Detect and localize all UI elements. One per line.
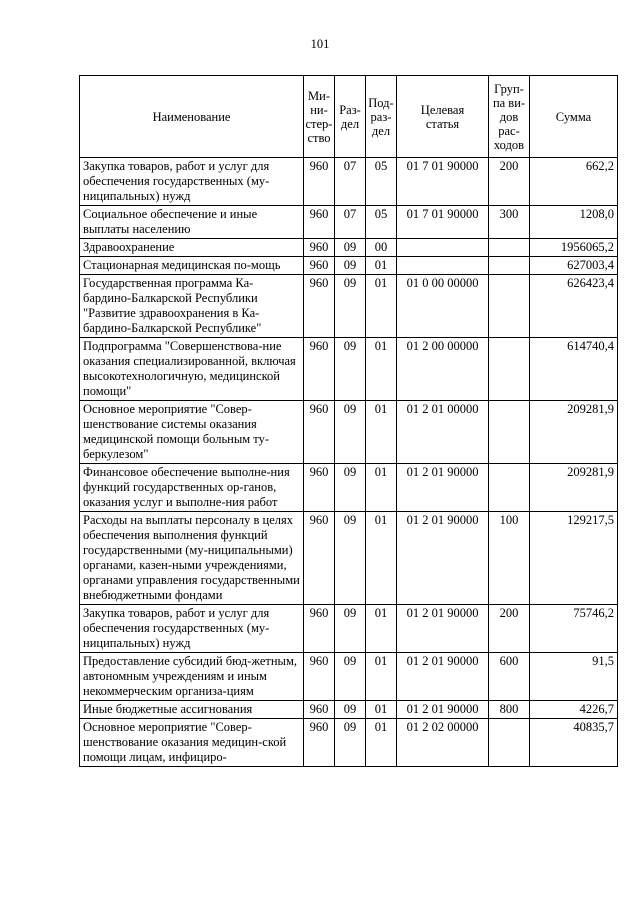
table-row	[80, 158, 618, 206]
cell-section: 09	[335, 275, 366, 338]
cell-section: 09	[335, 401, 366, 464]
cell-subsection: 01	[366, 257, 397, 275]
cell-amount: 209281,9	[530, 401, 618, 464]
cell-ministry: 960	[304, 512, 335, 605]
table-row	[80, 239, 618, 257]
cell-amount: 1208,0	[530, 206, 618, 239]
cell-amount: 627003,4	[530, 257, 618, 275]
cell-section: 07	[335, 206, 366, 239]
cell-ministry: 960	[304, 701, 335, 719]
cell-subsection: 01	[366, 338, 397, 401]
cell-subsection: 01	[366, 701, 397, 719]
cell-expense-group	[489, 338, 530, 401]
cell-name: Основное мероприятие "Совер-шенствование системы оказания медицинской помощи больным ту-беркулезом"	[80, 401, 304, 464]
cell-ministry: 960	[304, 239, 335, 257]
cell-amount: 614740,4	[530, 338, 618, 401]
cell-subsection: 01	[366, 653, 397, 701]
cell-expense-group	[489, 719, 530, 767]
table-row	[80, 257, 618, 275]
cell-subsection: 01	[366, 719, 397, 767]
header-name: Наименование	[80, 76, 304, 158]
table-row	[80, 338, 618, 401]
cell-section: 09	[335, 257, 366, 275]
cell-ministry: 960	[304, 653, 335, 701]
cell-amount: 209281,9	[530, 464, 618, 512]
table-row	[80, 701, 618, 719]
cell-name: Финансовое обеспечение выполне-ния функций государственных ор-ганов, оказания услуг и выполне-ния работ	[80, 464, 304, 512]
cell-name: Основное мероприятие "Совер-шенствование оказания медицин-ской помощи лицам, инфициро-	[80, 719, 304, 767]
table-row	[80, 464, 618, 512]
cell-target: 01 7 01 90000	[397, 206, 489, 239]
cell-expense-group	[489, 275, 530, 338]
cell-expense-group	[489, 257, 530, 275]
cell-name: Социальное обеспечение и иные выплаты населению	[80, 206, 304, 239]
budget-table	[79, 75, 618, 767]
cell-amount: 91,5	[530, 653, 618, 701]
cell-target	[397, 239, 489, 257]
cell-subsection: 01	[366, 401, 397, 464]
cell-ministry: 960	[304, 158, 335, 206]
cell-name: Стационарная медицинская по-мощь	[80, 257, 304, 275]
table-row	[80, 512, 618, 605]
page-number: 101	[310, 37, 330, 51]
cell-name: Подпрограмма "Совершенствова-ние оказания специализированной, включая высокотехнологичную, медицинской помощи"	[80, 338, 304, 401]
table-header-row	[80, 76, 618, 158]
cell-target: 01 2 00 00000	[397, 338, 489, 401]
cell-amount: 75746,2	[530, 605, 618, 653]
cell-subsection: 05	[366, 206, 397, 239]
cell-section: 09	[335, 512, 366, 605]
cell-ministry: 960	[304, 338, 335, 401]
cell-ministry: 960	[304, 605, 335, 653]
cell-section: 09	[335, 464, 366, 512]
cell-ministry: 960	[304, 257, 335, 275]
cell-target: 01 2 01 90000	[397, 464, 489, 512]
cell-subsection: 01	[366, 605, 397, 653]
cell-subsection: 01	[366, 512, 397, 605]
cell-name: Здравоохранение	[80, 239, 304, 257]
cell-name: Иные бюджетные ассигнования	[80, 701, 304, 719]
cell-name: Расходы на выплаты персоналу в целях обеспечения выполнения функций государственными (му-ниципальными) органами, казен-ными учреждениями, органами управления государственными внебюджетными фондами	[80, 512, 304, 605]
cell-section: 09	[335, 605, 366, 653]
header-section: Раз- дел	[335, 76, 366, 158]
cell-subsection: 00	[366, 239, 397, 257]
cell-subsection: 01	[366, 464, 397, 512]
cell-amount: 4226,7	[530, 701, 618, 719]
table-row	[80, 719, 618, 767]
cell-target: 01 2 01 90000	[397, 605, 489, 653]
cell-target: 01 0 00 00000	[397, 275, 489, 338]
cell-amount: 626423,4	[530, 275, 618, 338]
table-row	[80, 401, 618, 464]
cell-amount: 129217,5	[530, 512, 618, 605]
table-row	[80, 605, 618, 653]
cell-expense-group	[489, 239, 530, 257]
cell-section: 09	[335, 338, 366, 401]
cell-expense-group: 200	[489, 158, 530, 206]
cell-section: 07	[335, 158, 366, 206]
cell-expense-group: 100	[489, 512, 530, 605]
cell-amount: 662,2	[530, 158, 618, 206]
cell-name: Государственная программа Ка-бардино-Балкарской Республики "Развитие здравоохранения в Ка-бардино-Балкарской Республике"	[80, 275, 304, 338]
header-target: Целевая статья	[397, 76, 489, 158]
header-subsection: Под- раз- дел	[366, 76, 397, 158]
table-row	[80, 653, 618, 701]
cell-section: 09	[335, 239, 366, 257]
cell-target	[397, 257, 489, 275]
cell-ministry: 960	[304, 719, 335, 767]
cell-ministry: 960	[304, 275, 335, 338]
cell-target: 01 2 01 00000	[397, 401, 489, 464]
cell-subsection: 01	[366, 275, 397, 338]
cell-expense-group	[489, 401, 530, 464]
cell-expense-group: 200	[489, 605, 530, 653]
cell-ministry: 960	[304, 206, 335, 239]
cell-amount: 1956065,2	[530, 239, 618, 257]
cell-section: 09	[335, 719, 366, 767]
cell-target: 01 7 01 90000	[397, 158, 489, 206]
cell-target: 01 2 01 90000	[397, 701, 489, 719]
cell-expense-group: 300	[489, 206, 530, 239]
cell-name: Закупка товаров, работ и услуг для обеспечения государственных (му-ниципальных) нужд	[80, 605, 304, 653]
cell-subsection: 05	[366, 158, 397, 206]
cell-amount: 40835,7	[530, 719, 618, 767]
cell-target: 01 2 01 90000	[397, 512, 489, 605]
cell-expense-group	[489, 464, 530, 512]
cell-target: 01 2 02 00000	[397, 719, 489, 767]
table-body	[80, 158, 618, 767]
header-amount: Сумма	[530, 76, 618, 158]
header-ministry: Ми- ни- стер- ство	[304, 76, 335, 158]
table-row	[80, 275, 618, 338]
cell-expense-group: 600	[489, 653, 530, 701]
cell-ministry: 960	[304, 464, 335, 512]
cell-section: 09	[335, 701, 366, 719]
cell-ministry: 960	[304, 401, 335, 464]
cell-target: 01 2 01 90000	[397, 653, 489, 701]
cell-expense-group: 800	[489, 701, 530, 719]
table-row	[80, 206, 618, 239]
cell-name: Закупка товаров, работ и услуг для обеспечения государственных (му-ниципальных) нужд	[80, 158, 304, 206]
cell-section: 09	[335, 653, 366, 701]
header-expense-group: Груп- па ви- дов рас- ходов	[489, 76, 530, 158]
cell-name: Предоставление субсидий бюд-жетным, автономным учреждениям и иным некоммерческим организа-циям	[80, 653, 304, 701]
